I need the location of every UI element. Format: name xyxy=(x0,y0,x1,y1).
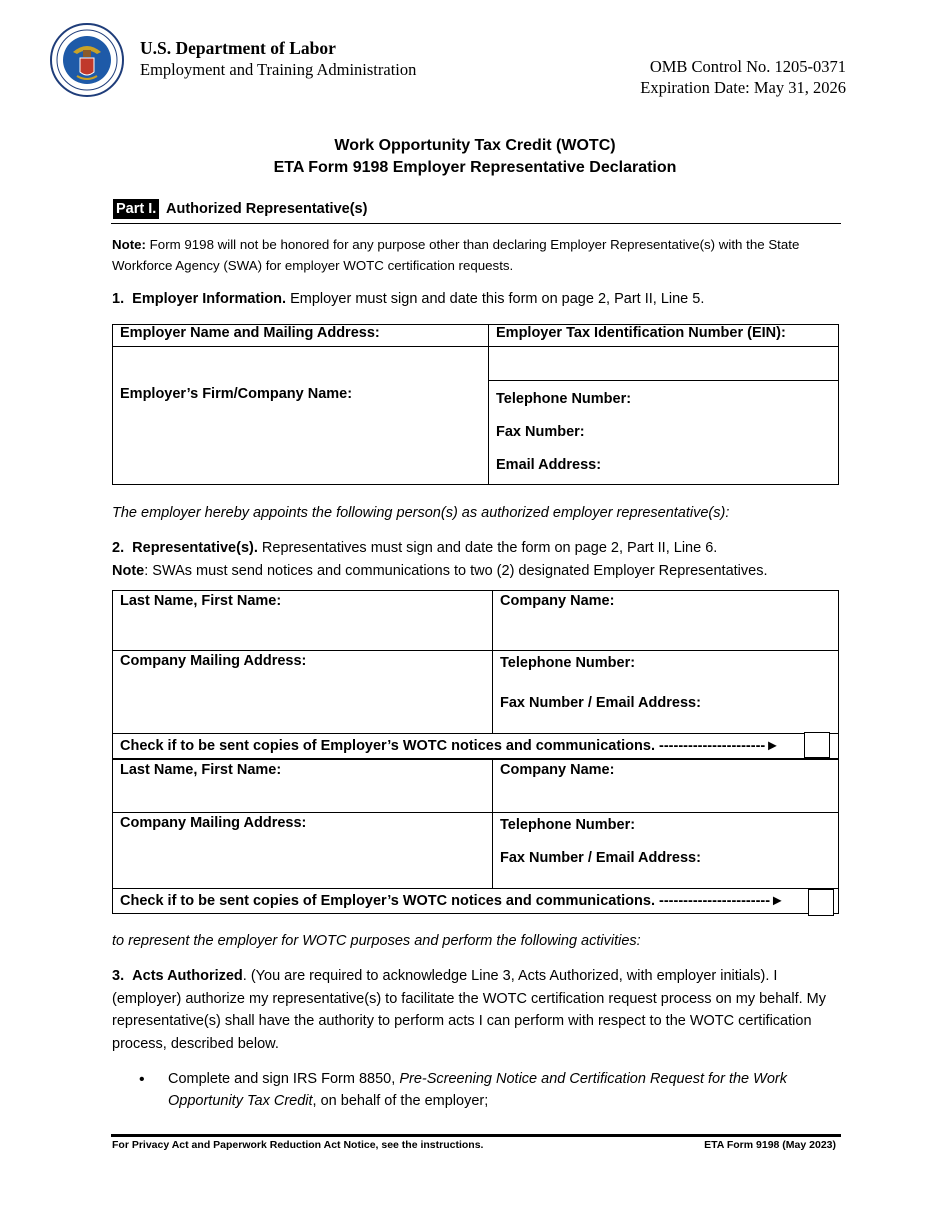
rep2-company-label: Company Name: xyxy=(500,762,615,778)
part-divider xyxy=(111,223,841,224)
form-title-line2: ETA Form 9198 Employer Representative Declaration xyxy=(273,159,677,176)
rep2-telephone-label: Telephone Number: xyxy=(500,817,636,833)
section3-number: 3. xyxy=(112,968,125,984)
bullet1-post: , on behalf of the employer; xyxy=(312,1092,489,1109)
rep1-company-field[interactable] xyxy=(493,591,839,651)
note-label: Note: xyxy=(112,237,146,252)
section2-title: Representative(s). xyxy=(132,540,258,556)
employer-contact-cell[interactable] xyxy=(489,381,839,485)
section2-heading xyxy=(112,537,717,560)
section1-text: Employer must sign and date this form on page 2, Part II, Line 5. xyxy=(286,291,705,307)
rep1-mailing-label: Company Mailing Address: xyxy=(120,653,307,669)
section2-text: Representatives must sign and date the form on page 2, Part II, Line 6. xyxy=(257,540,718,556)
rep1-telephone-label: Telephone Number: xyxy=(500,655,636,671)
sub-agency-name: Employment and Training Administration xyxy=(140,60,417,79)
form-title-line1: Work Opportunity Tax Credit (WOTC) xyxy=(334,137,616,154)
footer-divider xyxy=(111,1134,841,1137)
rep2-check-row xyxy=(113,889,839,914)
part-label: Part I. xyxy=(113,199,159,219)
bullet1-pre: Complete and sign IRS Form 8850, xyxy=(168,1071,400,1087)
rep2-mailing-label: Company Mailing Address: xyxy=(120,815,307,831)
section3-paragraph xyxy=(112,965,834,1055)
rep2-name-field[interactable] xyxy=(113,760,493,813)
employer-info-table xyxy=(112,324,839,485)
section2-note xyxy=(112,560,768,583)
rep1-notices-checkbox[interactable] xyxy=(804,732,830,758)
ein-input[interactable] xyxy=(489,347,839,381)
section2-note-label: Note xyxy=(112,563,145,579)
section1-title: Employer Information. xyxy=(132,291,287,307)
rep2-name-label: Last Name, First Name: xyxy=(120,762,282,778)
expiration-date: Expiration Date: May 31, 2026 xyxy=(640,78,846,97)
agency-name: U.S. Department of Labor xyxy=(140,38,336,58)
rep2-mailing-field[interactable] xyxy=(113,813,493,889)
section1-number: 1. xyxy=(112,291,125,307)
part-heading: Authorized Representative(s) xyxy=(166,201,368,217)
omb-block xyxy=(640,56,846,98)
represent-statement: to represent the employer for WOTC purposes and perform the following activities: xyxy=(112,933,641,949)
section3-text: . (You are required to acknowledge Line 3, Acts Authorized, with employer initials). I (employer) authorize my representative(s) to facilitate the WOTC certification request process on my behalf. My representative(s) shall have the authority to perform acts I can perform with respect to the WOTC certification process, described below. xyxy=(112,968,826,1052)
representative-2-table xyxy=(112,759,839,914)
rep2-contact-field[interactable] xyxy=(493,813,839,889)
rep1-fax-email-label: Fax Number / Email Address: xyxy=(500,695,701,711)
footer-form-id: ETA Form 9198 (May 2023) xyxy=(704,1139,836,1151)
section3-title: Acts Authorized xyxy=(132,968,243,984)
rep2-check-label: Check if to be sent copies of Employer’s WOTC notices and communications. -----------------------► xyxy=(120,893,785,909)
rep1-mailing-field[interactable] xyxy=(113,651,493,734)
rep1-company-label: Company Name: xyxy=(500,593,615,609)
section1-heading xyxy=(112,288,704,311)
bullet1-form-title: Pre-Screening Notice and Certification Request for the Work Opportunity Tax Credit xyxy=(168,1071,787,1109)
employer-fax-label: Fax Number: xyxy=(496,424,585,440)
footer-privacy-notice: For Privacy Act and Paperwork Reduction Act Notice, see the instructions. xyxy=(112,1139,484,1151)
rep2-fax-email-label: Fax Number / Email Address: xyxy=(500,850,701,866)
note-text: Form 9198 will not be honored for any purpose other than declaring Employer Representative(s) with the State Workforce Agency (SWA) for employer WOTC certification requests. xyxy=(112,237,800,273)
acts-list xyxy=(139,1069,839,1112)
representative-1-table xyxy=(112,590,839,759)
employer-email-label: Email Address: xyxy=(496,457,602,473)
employer-name-address-label: Employer Name and Mailing Address: xyxy=(113,325,489,347)
rep2-notices-checkbox[interactable] xyxy=(808,889,834,916)
rep1-check-row xyxy=(113,734,839,759)
employer-telephone-label: Telephone Number: xyxy=(496,391,632,407)
rep1-check-label: Check if to be sent copies of Employer’s WOTC notices and communications. ----------------------► xyxy=(120,738,780,754)
employer-firm-field[interactable] xyxy=(113,347,489,485)
section2-note-text: : SWAs must send notices and communications to two (2) designated Employer Representatives. xyxy=(144,563,768,579)
rep1-name-field[interactable] xyxy=(113,591,493,651)
list-item xyxy=(139,1069,839,1112)
rep1-contact-field[interactable] xyxy=(493,651,839,734)
section2-number: 2. xyxy=(112,540,125,556)
employer-firm-label: Employer’s Firm/Company Name: xyxy=(120,385,353,402)
ein-label: Employer Tax Identification Number (EIN): xyxy=(489,325,839,347)
rep1-name-label: Last Name, First Name: xyxy=(120,593,282,609)
department-of-labor-seal xyxy=(47,22,127,98)
appoint-statement: The employer hereby appoints the following person(s) as authorized employer representative(s): xyxy=(112,505,730,521)
part-note xyxy=(112,234,832,276)
omb-control-number: OMB Control No. 1205-0371 xyxy=(649,57,846,76)
rep2-company-field[interactable] xyxy=(493,760,839,813)
